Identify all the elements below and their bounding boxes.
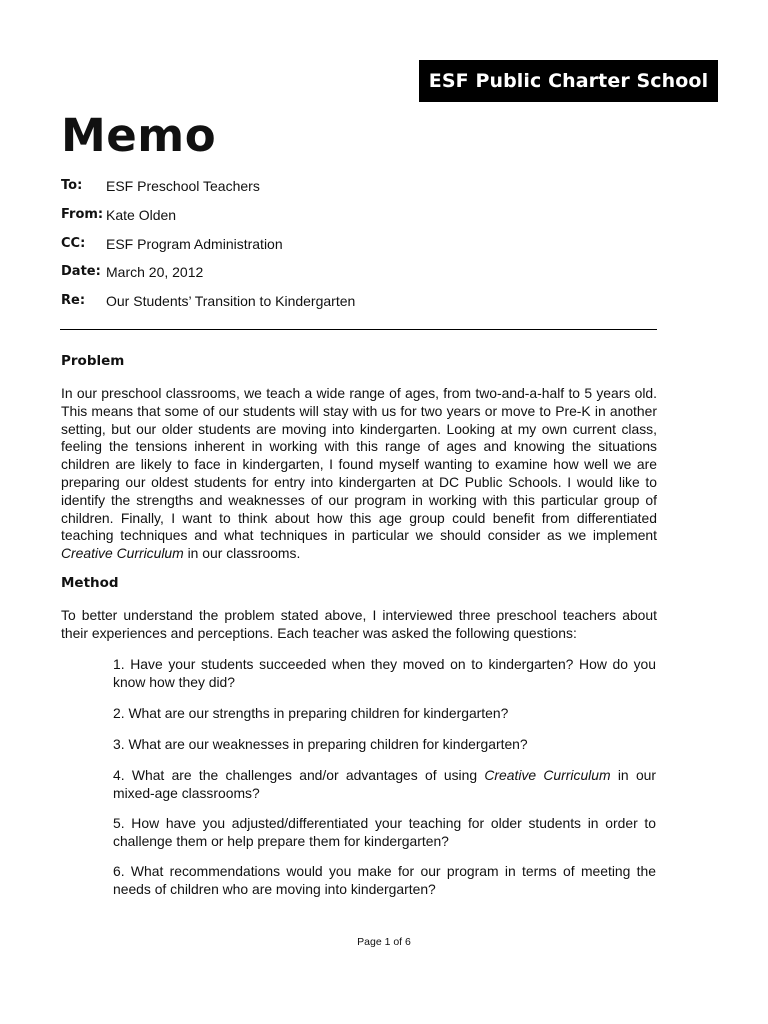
cc-value: ESF Program Administration bbox=[106, 236, 283, 252]
question-4-italic: Creative Curriculum bbox=[484, 767, 611, 783]
problem-paragraph bbox=[61, 385, 657, 563]
question-2: 2. What are our strengths in preparing children for kindergarten? bbox=[113, 705, 509, 721]
question-4-text: 4. What are the challenges and/or advantages of using bbox=[113, 767, 478, 783]
date-value: March 20, 2012 bbox=[106, 264, 204, 280]
question-3: 3. What are our weaknesses in preparing children for kindergarten? bbox=[113, 736, 528, 752]
to-value: ESF Preschool Teachers bbox=[106, 178, 260, 194]
from-value: Kate Olden bbox=[106, 207, 177, 223]
from-label: From: bbox=[61, 207, 104, 222]
header-divider bbox=[60, 329, 657, 330]
re-value: Our Students’ Transition to Kindergarten bbox=[106, 293, 356, 309]
question-6: 6. What recommendations would you make for our program in terms of meeting the needs of children who are moving into kindergarten? bbox=[113, 863, 656, 897]
question-4-text-end: in our mixed-age classrooms? bbox=[113, 767, 657, 801]
method-intro: To better understand the problem stated above, I interviewed three preschool teachers about their experiences and perceptions. Each teacher was asked the following questions: bbox=[61, 607, 657, 641]
question-5: 5. How have you adjusted/differentiated your teaching for older students in order to challenge them or help prepare them for kindergarten? bbox=[113, 815, 656, 849]
date-label: Date: bbox=[61, 264, 101, 279]
question-4 bbox=[113, 767, 656, 803]
memo-title: Memo bbox=[61, 109, 217, 162]
method-heading: Method bbox=[61, 575, 119, 591]
re-label: Re: bbox=[61, 293, 86, 308]
to-label: To: bbox=[61, 178, 83, 193]
problem-heading: Problem bbox=[61, 353, 125, 369]
problem-italic: Creative Curriculum bbox=[61, 545, 184, 562]
page-number: Page 1 of 6 bbox=[357, 936, 411, 948]
cc-label: CC: bbox=[61, 236, 86, 251]
problem-text-end: in our classrooms. bbox=[187, 545, 301, 562]
organization-banner: ESF Public Charter School bbox=[419, 60, 718, 102]
problem-text: In our preschool classrooms, we teach a wide range of ages, from two-and-a-half to 5 years old. This means that some of our students will stay with us for two years or move to Pre-K in another setting, but our older students are moving into kindergarten. Looking at my own current class, feeling the tensions inherent in working with this range of ages and knowing the situations children are likely to face in kindergarten, I found myself wanting to examine how well we are preparing our oldest students for entry into kindergarten at DC Public Schools. I would like to identify the strengths and weaknesses of our program in working with this particular group of children. Finally, I want to think about how this age group could benefit from differentiated teaching techniques and what techniques in particular we should consider as we implement bbox=[61, 385, 657, 544]
question-1: 1. Have your students succeeded when they moved on to kindergarten? How do you know how they did? bbox=[113, 656, 656, 690]
